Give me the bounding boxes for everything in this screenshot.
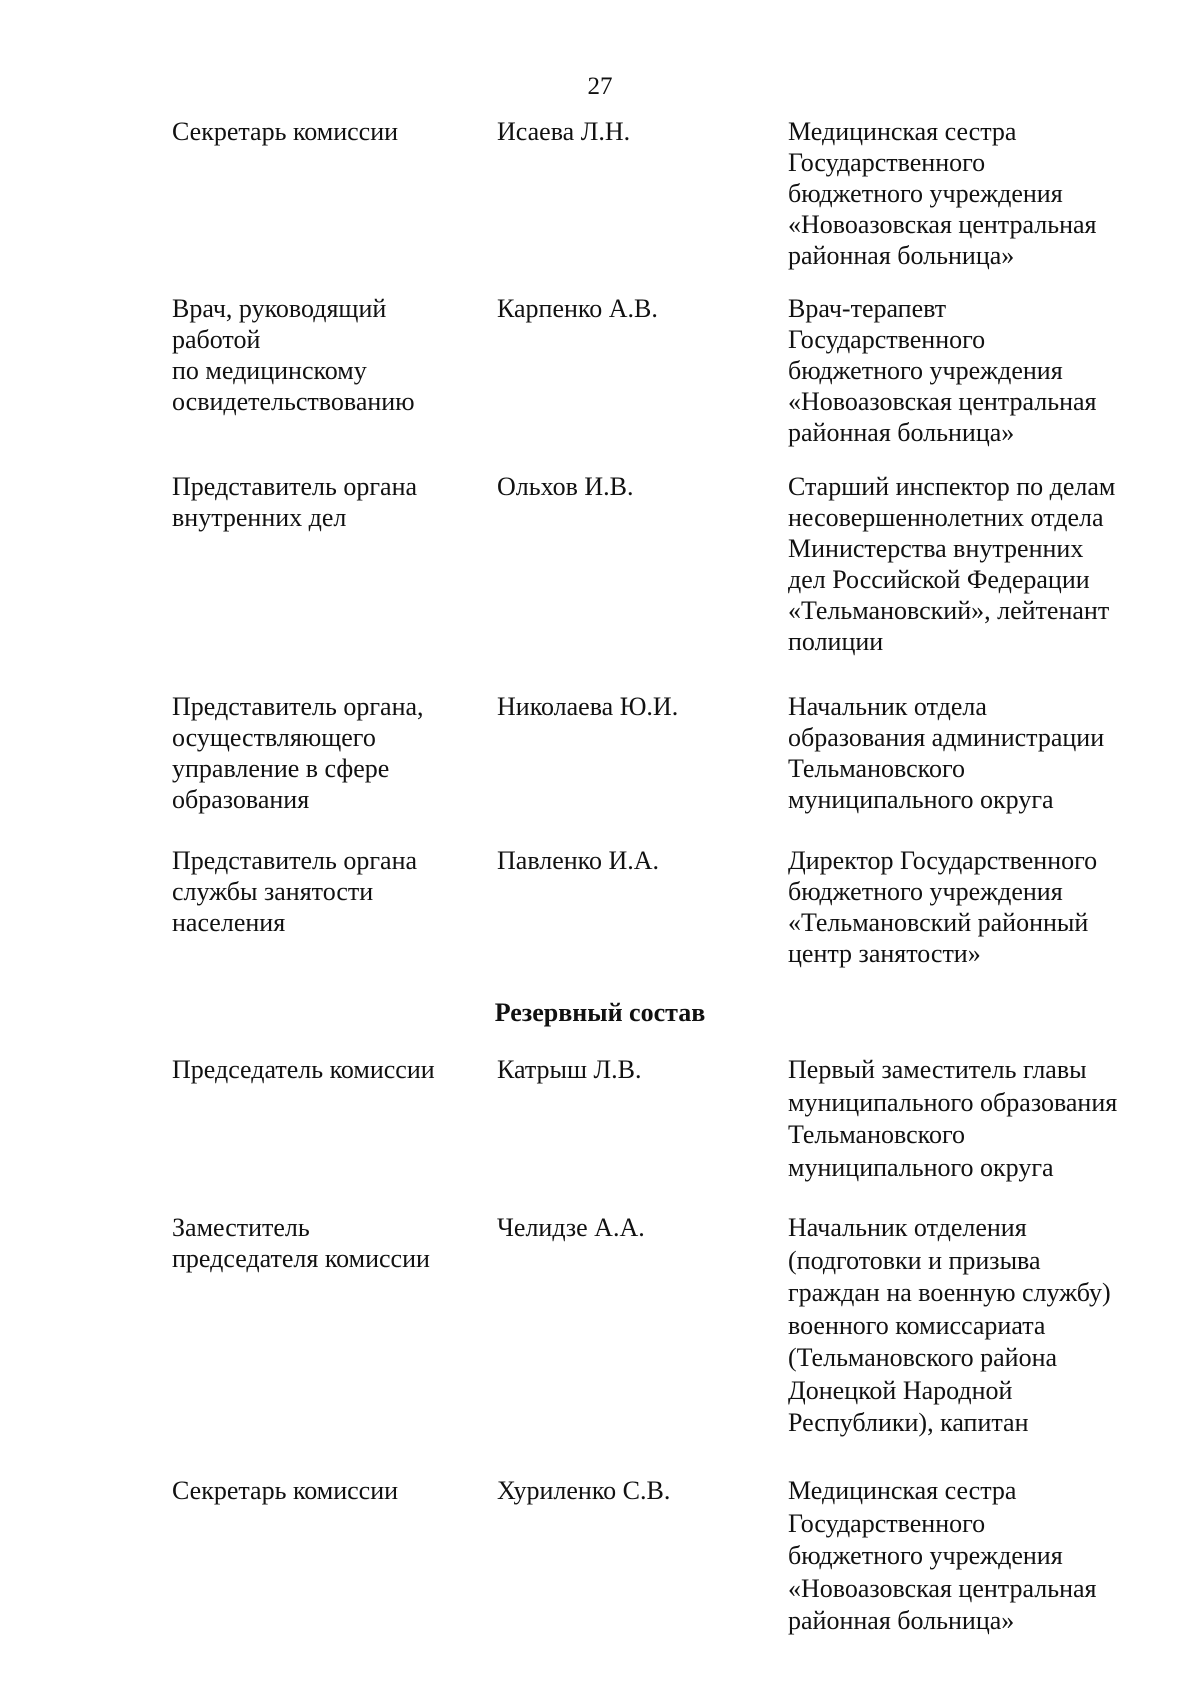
page-number: 27 — [587, 73, 613, 100]
section-heading-reserve: Резервный состав — [494, 998, 706, 1027]
member-role: Председатель комиссии — [172, 1055, 435, 1084]
member-position: Старший инспектор по делам несовершеннолетних отдела Министерства внутренних дел Российской Федерации «Тельмановский», лейтенант полиции — [788, 472, 1116, 656]
member-name: Исаева Л.Н. — [497, 117, 631, 146]
member-name: Хуриленко С.В. — [497, 1476, 671, 1505]
member-role: Представитель органа внутренних дел — [172, 472, 418, 532]
member-position: Медицинская сестра Государственного бюджетного учреждения «Новоазовская центральная районная больница» — [788, 1476, 1097, 1635]
member-name: Николаева Ю.И. — [497, 692, 679, 721]
member-role: Секретарь комиссии — [172, 117, 399, 146]
member-position: Директор Государственного бюджетного учреждения «Тельмановский районный центр занятости» — [788, 846, 1098, 968]
member-position: Первый заместитель главы муниципального образования Тельмановского муниципального округа — [788, 1055, 1118, 1182]
member-role: Заместитель председателя комиссии — [172, 1213, 430, 1273]
member-role: Секретарь комиссии — [172, 1476, 399, 1505]
member-name: Катрыш Л.В. — [497, 1055, 642, 1084]
member-position: Врач-терапевт Государственного бюджетного учреждения «Новоазовская центральная районная больница» — [788, 294, 1097, 447]
member-name: Карпенко А.В. — [497, 294, 658, 323]
member-role: Представитель органа, осуществляющего управление в сфере образования — [172, 692, 424, 814]
member-name: Павленко И.А. — [497, 846, 660, 875]
member-position: Начальник отдела образования администрации Тельмановского муниципального округа — [788, 692, 1105, 814]
member-role: Врач, руководящий работой по медицинскому освидетельствованию — [172, 294, 415, 416]
member-name: Ольхов И.В. — [497, 472, 634, 501]
member-position: Медицинская сестра Государственного бюджетного учреждения «Новоазовская центральная районная больница» — [788, 117, 1097, 270]
member-name: Челидзе А.А. — [497, 1213, 645, 1242]
member-position: Начальник отделения (подготовки и призыва граждан на военную службу) военного комиссариата (Тельмановского района Донецкой Народной Республики), капитан — [788, 1213, 1111, 1437]
member-role: Представитель органа службы занятости населения — [172, 846, 418, 937]
